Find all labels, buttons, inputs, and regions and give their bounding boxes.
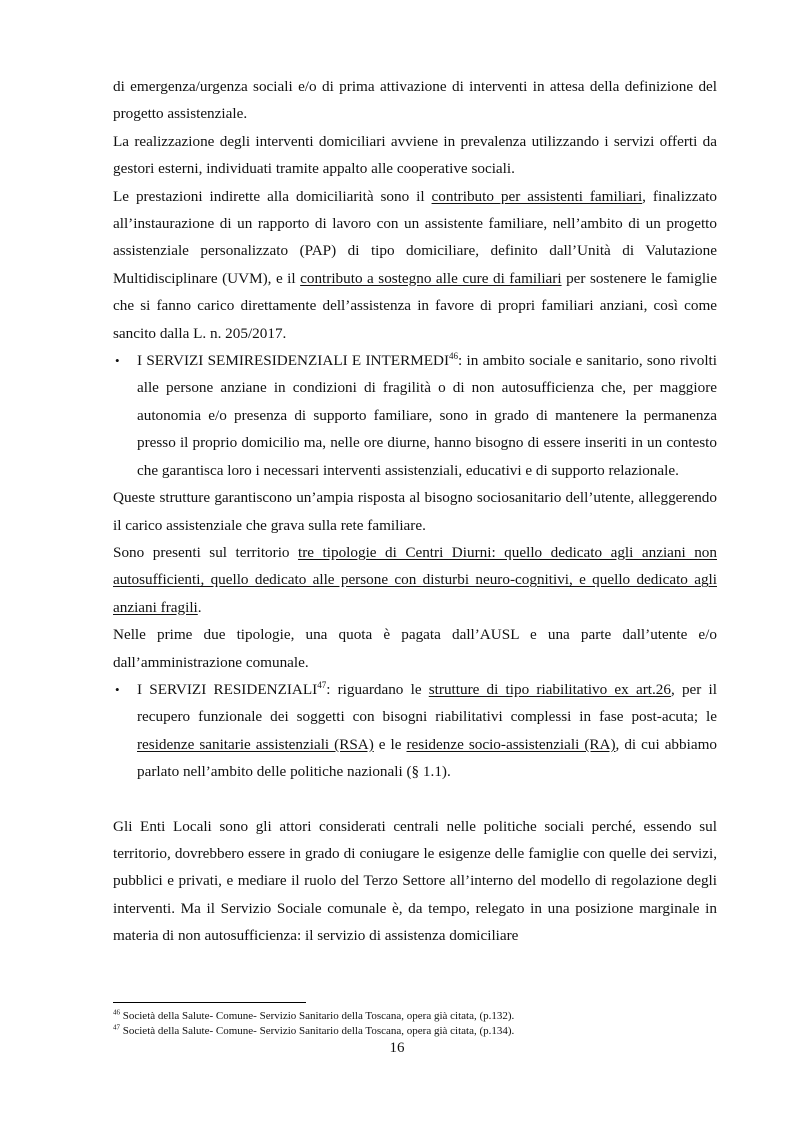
bullet-item-semiresidenziali	[113, 347, 717, 484]
text-span: , di cui abbiamo parlato nell’ambito delle politiche nazionali (§ 1.1).	[137, 735, 717, 781]
footnote-text: Società della Salute- Comune- Servizio Sanitario della Toscana, opera già citata, (p.134).	[120, 1025, 515, 1037]
text-span: .	[197, 598, 202, 616]
paragraph-6: Nelle prime due tipologie, una quota è pagata dall’AUSL e una parte dall’utente e/o dall’amministrazione comunale.	[113, 626, 717, 671]
footnote-46	[113, 1009, 514, 1023]
underlined-term: residenze sanitarie assistenziali (RSA)	[137, 735, 374, 753]
paragraph-1: di emergenza/urgenza sociali e/o di prima attivazione di interventi in attesa della definizione del progetto assistenziale.	[113, 78, 717, 123]
paragraph-4: Queste strutture garantiscono un’ampia risposta al bisogno sociosanitario dell’utente, alleggerendo il carico assistenziale che grava sulla rete familiare.	[113, 489, 717, 534]
underlined-term: contributo a sostegno alle cure di familiari	[300, 269, 562, 287]
page-body	[113, 73, 717, 950]
footnote-47	[113, 1024, 514, 1038]
text-span: , per il recupero funzionale dei soggetti con bisogni riabilitativi complessi in fase post-acuta; le	[137, 680, 717, 726]
underlined-term: tre tipologie di Centri Diurni: quello dedicato agli anziani non autosufficienti, quello dedicato alle persone con disturbi neuro-cognitivi, e quello dedicato agli anziani fragili	[113, 543, 717, 616]
paragraph-3	[113, 183, 717, 347]
footnote-ref: 47	[317, 679, 327, 690]
text-span: e le	[373, 735, 407, 753]
underlined-term: strutture di tipo riabilitativo ex art.26	[428, 680, 671, 698]
paragraph-7: Gli Enti Locali sono gli attori considerati centrali nelle politiche sociali perché, essendo sul territorio, dovrebbero essere in grado di coniugare le esigenze delle famiglie con quelle dei servizi, pubblici e privati, e mediare il ruolo del Terzo Settore all’interno del modello di regolazione degli interventi. Ma il Servizio Sociale comunale è, da tempo, relegato in una posizione marginale in materia di non autosufficienza: il servizio di assistenza domiciliare	[113, 817, 717, 945]
text-span: Sono presenti sul territorio	[113, 543, 299, 561]
footnote-number: 46	[113, 1008, 120, 1017]
footnote-number: 47	[113, 1023, 120, 1032]
footnote-divider	[113, 1002, 306, 1003]
paragraph-spacer	[113, 786, 717, 813]
text-span: , finalizzato all’instaurazione di un rapporto di lavoro con un assistente familiare, nell’ambito di un progetto assistenziale personalizzato (PAP) di tipo domiciliare, definito dall’Unità di Valutazione Multidisciplinare (UVM), e il	[113, 187, 718, 287]
footnote-ref: 46	[449, 351, 459, 361]
text-span: Le prestazioni indirette alla domiciliarità sono il	[113, 187, 432, 205]
paragraph-2: La realizzazione degli interventi domiciliari avviene in prevalenza utilizzando i servizi offerti da gestori esterni, individuati tramite appalto alle cooperative sociali.	[113, 132, 717, 178]
text-span: per sostenere le famiglie che si fanno carico direttamente dell’assistenza in favore di propri familiari anziani, così come sancito dalla L. n. 205/2017.	[113, 269, 718, 342]
footnote-text: Società della Salute- Comune- Servizio Sanitario della Toscana, opera già citata, (p.132).	[120, 1010, 515, 1022]
underlined-term: residenze socio-assistenziali (RA)	[406, 735, 616, 753]
text-span: : in ambito sociale e sanitario, sono rivolti alle persone anziane in condizioni di fragilità o di non autosufficienza che, per maggiore autonomia e/o presenza di supporto familiare, sono in grado di mantenere la permanenza presso il proprio domicilio ma, nelle ore diurne, hanno bisogno di essere inseriti in un contesto che garantisca loro i necessari interventi assistenziali, educativi e di supporto relazionale.	[137, 352, 717, 479]
text-span: : riguardano le	[326, 680, 429, 698]
bullet-icon: •	[115, 681, 120, 697]
bullet-title: I SERVIZI SEMIRESIDENZIALI E INTERMEDI	[137, 352, 450, 370]
bullet-title: I SERVIZI RESIDENZIALI	[137, 680, 318, 698]
page-number: 16	[389, 1040, 405, 1056]
bullet-item-residenziali	[113, 676, 717, 786]
bullet-icon: •	[115, 353, 120, 369]
underlined-term: contributo per assistenti familiari	[431, 187, 643, 205]
paragraph-5	[113, 539, 717, 621]
